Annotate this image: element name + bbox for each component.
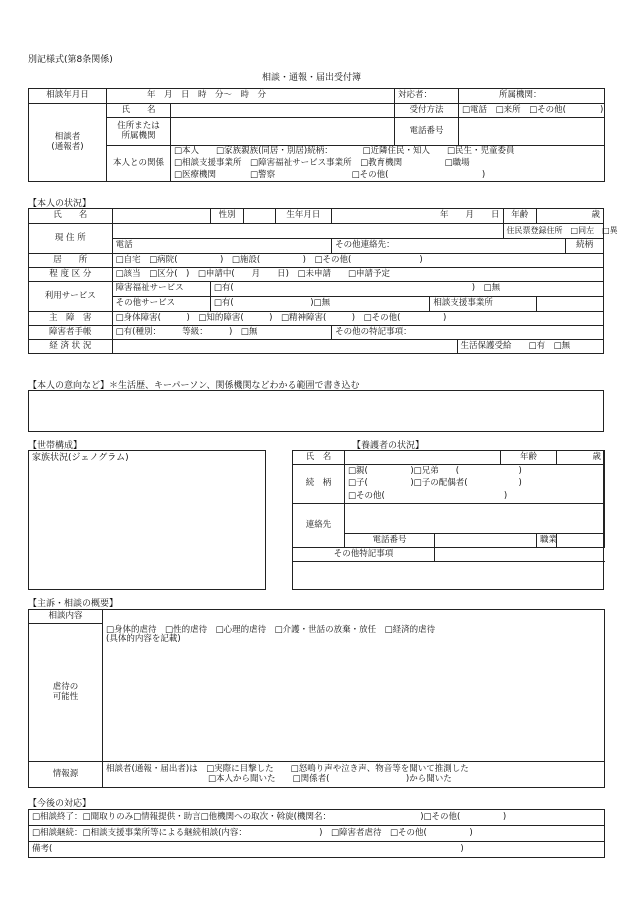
- page-title: 相談・通報・届出受付簿: [262, 73, 362, 83]
- genogram-label: 家族状況(ジェノグラム): [32, 453, 129, 463]
- service-label: 利用サービス: [29, 282, 113, 312]
- consultation-table: [28, 88, 605, 182]
- sex-input[interactable]: [244, 209, 275, 224]
- name-label: 氏 名: [107, 104, 171, 118]
- guardian-relation-row-3[interactable]: □その他( ): [345, 491, 605, 504]
- address-input[interactable]: [171, 118, 395, 146]
- special-notes[interactable]: その他の特記事項：: [332, 326, 604, 340]
- welfare-options[interactable]: □有( ) □無: [210, 282, 603, 297]
- other-contact[interactable]: その他連絡先：: [332, 239, 566, 254]
- future-section-title: 【今後の対応】: [28, 799, 92, 809]
- guardian-contact-input[interactable]: [345, 504, 605, 534]
- guardian-relation-row-1[interactable]: □親( )□兄弟 ( ): [345, 465, 605, 478]
- phone-input[interactable]: [459, 118, 605, 146]
- abuse-note: (具体的内容を記載): [106, 633, 181, 644]
- date-value[interactable]: 年 月 日 時 分〜 時 分: [107, 89, 395, 104]
- guardian-table: [292, 450, 605, 562]
- degree-options[interactable]: □該当 □区分( ) □申請中( 月 日) □未申請 □申請予定: [112, 268, 603, 282]
- date-label: 相談年月日: [29, 89, 107, 104]
- agency-field[interactable]: 所属機関：: [459, 89, 605, 104]
- method-label: 受付方法: [395, 104, 459, 118]
- guardian-age-label: 年齢: [501, 451, 557, 465]
- person-name-input[interactable]: [112, 209, 210, 224]
- person-table: [28, 208, 618, 354]
- guardian-contact-label: 連絡先: [293, 504, 345, 548]
- tel-label[interactable]: 電話: [112, 239, 332, 254]
- age-input[interactable]: 歳: [536, 209, 603, 224]
- continue-options[interactable]: □相談継続：□相談支援事業所等による継続相談(内容： ) □障害者虐待 □その他( ): [29, 826, 605, 842]
- staff-field[interactable]: 対応者：: [395, 89, 459, 104]
- content-header: [103, 610, 605, 624]
- relation-row-3[interactable]: □医療機関 □警察 □その他( ): [171, 170, 605, 182]
- guardian-relation-row-2[interactable]: □子( )□子の配偶者( ): [345, 478, 605, 491]
- household-section-title: 【世帯構成】: [28, 441, 83, 451]
- summary-table: [28, 609, 605, 788]
- consultant-label: 相談者 (通報者): [29, 104, 107, 182]
- phone-label: 電話番号: [395, 118, 459, 146]
- abuse-options[interactable]: □身体的虐待 □性的虐待 □心理的虐待 □介護・世話の放棄・放任 □経済的虐待: [106, 624, 436, 635]
- guardian-relation-label: 続 柄: [293, 465, 345, 504]
- dob-input[interactable]: 年 月 日: [332, 209, 503, 224]
- source-options[interactable]: [103, 762, 605, 788]
- address-input[interactable]: [112, 224, 503, 239]
- person-section-title: 【本人の状況】: [28, 199, 92, 209]
- future-table: [28, 809, 605, 858]
- guardian-notes-input[interactable]: [435, 548, 605, 562]
- intent-section-title: 【本人の意向など】＊生活歴、キーパーソン、関係機関などわかる範囲で書き込む: [28, 381, 360, 391]
- support-office-input[interactable]: [536, 297, 603, 312]
- economy-input[interactable]: [112, 340, 457, 354]
- genogram-box[interactable]: [28, 450, 266, 590]
- relation-label: 本人との関係: [107, 146, 171, 182]
- content-label: 相談内容: [29, 610, 103, 624]
- address-label: 現 住 所: [29, 224, 113, 254]
- guardian-name-input[interactable]: [345, 451, 501, 465]
- disability-label: 主 障 害: [29, 312, 113, 326]
- end-options[interactable]: □相談終了：□聞取りのみ□情報提供・助言□他機関への取次・斡旋(機関名： )□その他( ): [29, 810, 605, 826]
- guardian-age-input[interactable]: 歳: [557, 451, 605, 465]
- relation-row-1[interactable]: □本人 □家族親族(同居・別居)続柄： □近隣住民・知人 □民生・児童委員: [171, 146, 605, 158]
- degree-label: 程 度 区 分: [29, 268, 113, 282]
- handbook-label: 障害者手帳: [29, 326, 113, 340]
- age-label: 年齢: [503, 209, 536, 224]
- relation-row-2[interactable]: □相談支援事業所 □障害福祉サービス事業所 □教育機関 □職場: [171, 158, 605, 170]
- support-office-label: 相談支援事業所: [430, 297, 537, 312]
- assistance-options[interactable]: 生活保護受給 □有 □無: [457, 340, 603, 354]
- guardian-job-label: 職業: [537, 534, 557, 548]
- guardian-phone-input[interactable]: [435, 534, 537, 548]
- abuse-area[interactable]: [103, 624, 605, 762]
- welfare-label: 障害福祉サービス: [112, 282, 210, 297]
- guardian-job-input[interactable]: [557, 534, 605, 548]
- relation-label: 続柄: [566, 239, 604, 254]
- guardian-notes-label: その他特記事項: [293, 548, 435, 562]
- intent-box[interactable]: [28, 390, 604, 432]
- abuse-label: 虐待の 可能性: [29, 624, 103, 762]
- form-reference: 別記様式(第8条関係): [28, 55, 113, 65]
- disability-options[interactable]: □身体障害( ) □知的障害( ) □精神障害( ) □その他( ): [112, 312, 603, 326]
- address-label: 住所または 所属機関: [107, 118, 171, 146]
- source-label: 情報源: [29, 762, 103, 788]
- sex-label: 性別: [210, 209, 243, 224]
- source-row-2[interactable]: □本人から聞いた □関係者( )から聞いた: [106, 773, 452, 784]
- remarks[interactable]: 備考( ): [29, 842, 605, 858]
- name-input[interactable]: [171, 104, 395, 118]
- other-service-label: その他サービス: [112, 297, 210, 312]
- guardian-phone-label: 電話番号: [345, 534, 435, 548]
- dob-label: 生年月日: [275, 209, 331, 224]
- guardian-box: [292, 450, 604, 590]
- person-name-label: 氏 名: [29, 209, 113, 224]
- other-service-options[interactable]: □有( )□無: [210, 297, 429, 312]
- guardian-section-title: 【養護者の状況】: [352, 441, 425, 451]
- economy-label: 経 済 状 況: [29, 340, 113, 354]
- summary-section-title: 【主訴・相談の概要】: [28, 599, 119, 609]
- residence-options[interactable]: □自宅 □病院( ) □施設( ) □その他( ): [112, 254, 603, 268]
- method-options[interactable]: □電話 □来所 □その他( ): [459, 104, 605, 118]
- residence-label: 居 所: [29, 254, 113, 268]
- source-row-1[interactable]: 相談者(通報・届出者)は □実際に目撃した □怒鳴り声や泣き声、物音等を聞いて推測した: [106, 764, 469, 775]
- guardian-name-label: 氏 名: [293, 451, 345, 465]
- registered-address[interactable]: 住民票登録住所 □同左 □異: [503, 224, 603, 239]
- handbook-options[interactable]: □有(種別： 等級： ) □無: [112, 326, 332, 340]
